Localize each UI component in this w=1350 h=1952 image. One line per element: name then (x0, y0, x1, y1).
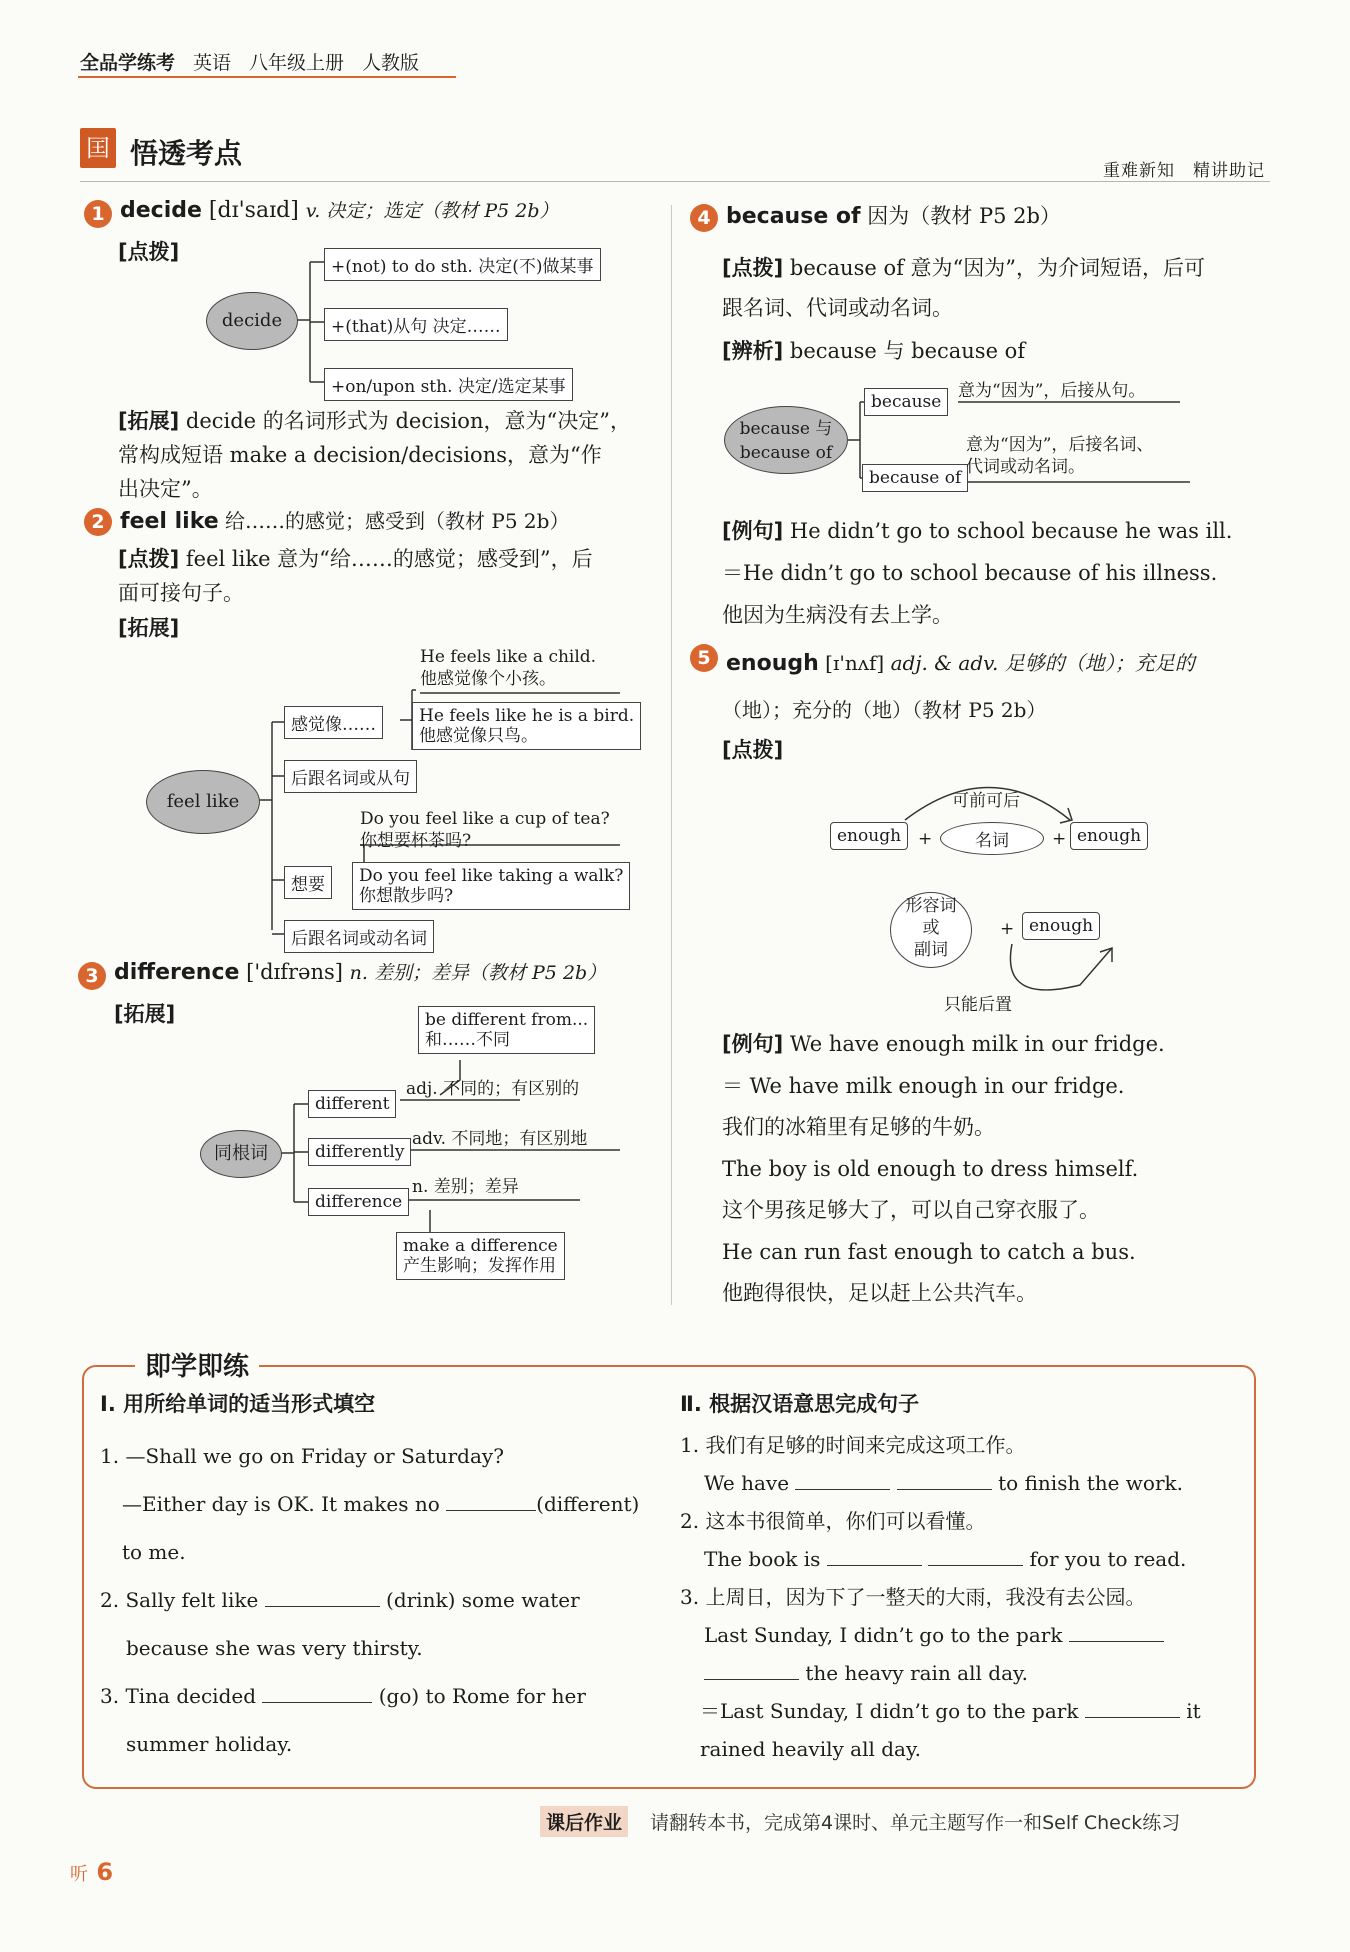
practice-part-1 (100, 1388, 660, 1768)
example-line: 他因为生病没有去上学。 (722, 603, 953, 627)
item3-word: difference (114, 960, 240, 985)
item2-branch-feel-like: 感觉像…… (284, 706, 383, 739)
callout-zh: 产生影响；发挥作用 (403, 1256, 556, 1276)
q1-line-b (100, 1480, 660, 1528)
item5-noun-node: 名词 (940, 822, 1044, 855)
item5-plus-3: + (1000, 919, 1015, 939)
example-line: 这个男孩足够大了，可以自己穿衣服了。 (722, 1198, 1100, 1222)
example-line: 我们的冰箱里有足够的牛奶。 (722, 1115, 995, 1139)
item5-heading (722, 640, 1271, 733)
item4-heading (726, 200, 1061, 230)
item3-ext-tag: [拓展] (114, 1002, 176, 1026)
s3-blank-2[interactable] (704, 1679, 799, 1680)
item3-phonetic: ['dɪfrəns] (246, 960, 343, 984)
item5-number: 5 (690, 644, 718, 672)
center-line: because 与 (739, 419, 833, 439)
item5-enough-right: enough (1070, 822, 1148, 850)
item2-center-node: feel like (146, 770, 260, 834)
item3-number: 3 (78, 962, 106, 990)
item4-branch-because: because (864, 388, 948, 416)
item2-example-4 (352, 862, 630, 910)
practice-title: 即学即练 (135, 1346, 259, 1383)
item5-tip-tag: [点拨] (722, 738, 784, 762)
q3-hint: (go) to Rome for her (378, 1684, 586, 1708)
item5-enough-left: enough (830, 822, 908, 850)
item2-definition: 给……的感觉；感受到（教材 P5 2b） (225, 509, 570, 533)
item3-center-node: 同根词 (200, 1130, 282, 1178)
item4-branch-because-desc: 意为“因为”，后接从句。 (958, 381, 1146, 401)
homework-tag: 课后作业 (540, 1806, 628, 1837)
item5-plus-2: + (1052, 829, 1067, 849)
s2-blank-1[interactable] (827, 1565, 922, 1566)
header-subject: 英语 (193, 52, 232, 74)
item1-branch-1: +(not) to do sth. 决定(不)做某事 (324, 248, 601, 281)
q1-blank[interactable] (446, 1510, 536, 1511)
q2-hint: (drink) some water (386, 1588, 580, 1612)
s2-en (680, 1540, 1240, 1578)
item3-root-differently-def: adv. 不同地；有区别地 (412, 1129, 588, 1149)
item4-tip (722, 248, 1267, 328)
header-title: 全品学练考 (80, 52, 176, 74)
item1-phonetic: [dɪ'saɪd] (208, 198, 299, 223)
callout-zh: 和……不同 (425, 1030, 510, 1050)
s3-text-c: ＝Last Sunday, I didn’t go to the park (700, 1699, 1079, 1723)
s1-en (680, 1464, 1240, 1502)
item3-root-differently: differently (308, 1138, 411, 1166)
item2-example-1 (420, 646, 596, 690)
item4-branch-because-of: because of (862, 464, 968, 492)
s2-text: The book is (704, 1547, 821, 1571)
item2-ext-tag: [拓展] (118, 616, 180, 640)
item5-word: enough (726, 651, 819, 676)
example-line: We have enough milk in our fridge. (789, 1032, 1165, 1056)
item4-center-node (724, 406, 848, 474)
item3-callout-top (418, 1006, 595, 1054)
item3-root-difference-def: n. 差别；差异 (412, 1177, 519, 1197)
item5-example-tag: [例句] (722, 1032, 784, 1056)
item5-plus-1: + (918, 829, 933, 849)
s3-en-a (680, 1616, 1240, 1654)
part2-title: Ⅱ. 根据汉语意思完成句子 (680, 1392, 920, 1416)
item1-ext-tag: [拓展] (118, 409, 180, 433)
example-zh: 他感觉像只鸟。 (419, 726, 538, 746)
example-en: He feels like a child. (420, 647, 597, 667)
q3-blank[interactable] (262, 1702, 372, 1703)
example-line: ＝He didn’t go to school because of his illness. (722, 561, 1218, 585)
callout-en: be different from... (425, 1010, 589, 1030)
q1-line-c: to me. (122, 1540, 186, 1564)
item3-heading (114, 958, 606, 985)
item4-tip-line: because of 意为“因为”，为介词短语，后可 (789, 256, 1206, 280)
item4-analysis-text: because 与 because of (789, 339, 1026, 363)
s3-blank-1[interactable] (1069, 1641, 1164, 1642)
item5-enough-after: enough (1022, 912, 1100, 940)
item4-example-tag: [例句] (722, 519, 784, 543)
q1-line-a: 1. —Shall we go on Friday or Saturday? (100, 1444, 504, 1468)
s3-blank-3[interactable] (1085, 1717, 1180, 1718)
item4-definition: 因为（教材 P5 2b） (867, 204, 1061, 228)
item1-tip-tag: [点拨] (118, 240, 180, 264)
s1-blank-1[interactable] (795, 1489, 890, 1490)
item5-examples (722, 1024, 1165, 1315)
example-line: ＝ We have milk enough in our fridge. (722, 1073, 1125, 1098)
item2-example-2 (412, 702, 641, 750)
item1-center-node: decide (206, 292, 298, 350)
item3-root-difference: difference (308, 1188, 409, 1216)
page-number (70, 1858, 113, 1886)
s3-text-b: the heavy rain all day. (805, 1661, 1028, 1685)
node-line: 或 (922, 918, 940, 938)
item4-tip-line: 跟名词、代词或动名词。 (722, 296, 953, 320)
item5-definition-1: adj. & adv. 足够的（地）；充足的 (890, 651, 1195, 675)
item2-word: feel like (120, 509, 219, 534)
s2-text-end: for you to read. (1029, 1547, 1187, 1571)
s3-en-c (680, 1692, 1240, 1730)
s1-zh: 1. 我们有足够的时间来完成这项工作。 (680, 1433, 1026, 1457)
example-line: The boy is old enough to dress himself. (722, 1156, 1139, 1181)
item2-example-3 (360, 808, 610, 852)
s3-text: Last Sunday, I didn’t go to the park (704, 1623, 1063, 1647)
s3-text-it: it (1186, 1699, 1201, 1723)
item4-branch-because-of-desc (966, 434, 1153, 478)
item1-heading (120, 196, 559, 223)
item1-ext-line: 常构成短语 make a decision/decisions，意为“作 (118, 443, 602, 467)
example-en: He feels like he is a bird. (419, 706, 635, 726)
item4-analysis (722, 334, 1025, 368)
item1-branch-3: +on/upon sth. 决定/选定某事 (324, 368, 573, 401)
item1-definition: v. 决定；选定（教材 P5 2b） (305, 200, 559, 222)
example-line: He can run fast enough to catch a bus. (722, 1239, 1136, 1264)
item4-tip-tag: [点拨] (722, 256, 784, 280)
part1-title: Ⅰ. 用所给单词的适当形式填空 (100, 1392, 376, 1416)
item1-ext-line: 出决定”。 (118, 477, 213, 501)
item1-word: decide (120, 198, 202, 223)
q2-line-a (100, 1576, 660, 1624)
item5-phonetic: [ɪ'nʌf] (825, 651, 885, 675)
header-edition: 人教版 (362, 52, 420, 74)
s1-text: We have (704, 1471, 790, 1495)
item2-heading (120, 505, 569, 534)
q2-text: 2. Sally felt like (100, 1588, 259, 1612)
item4-number: 4 (690, 204, 718, 232)
item1-number: 1 (84, 200, 112, 228)
item3-definition: n. 差别；差异（教材 P5 2b） (349, 962, 607, 984)
item2-tip-tag: [点拨] (118, 547, 180, 571)
example-en: Do you feel like taking a walk? (359, 866, 624, 886)
q2-line-b: because she was very thirsty. (126, 1636, 423, 1660)
item3-root-different: different (308, 1090, 396, 1118)
item2-number: 2 (84, 508, 112, 536)
callout-en: make a difference (403, 1236, 558, 1256)
q3-line-b: summer holiday. (126, 1732, 293, 1756)
example-line: 他跑得很快，足以赶上公共汽车。 (722, 1281, 1037, 1305)
item5-definition-2: （地）；充分的（地）（教材 P5 2b） (722, 698, 1047, 722)
item1-ext-line: decide 的名词形式为 decision，意为“决定”， (185, 409, 631, 433)
s1-text-end: to finish the work. (998, 1471, 1184, 1495)
s3-en-b (680, 1654, 1240, 1692)
item4-word: because of (726, 204, 861, 229)
q1-text: —Either day is OK. It makes no (122, 1492, 440, 1516)
node-line: 形容词 (905, 896, 957, 916)
homework-text: 请翻转本书，完成第4课时、单元主题写作一和Self Check练习 (650, 1812, 1181, 1834)
q3-text: 3. Tina decided (100, 1684, 257, 1708)
item2-branch-note-1: 后跟名词或从句 (284, 760, 417, 793)
s3-zh: 3. 上周日，因为下了一整天的大雨，我没有去公园。 (680, 1585, 1146, 1609)
item4-analysis-tag: [辨析] (722, 339, 784, 363)
example-zh: 你想要杯茶吗? (360, 831, 472, 851)
item5-arc-bottom-label: 只能后置 (944, 995, 1012, 1015)
section-icon: 囯 (80, 128, 116, 168)
example-en: Do you feel like a cup of tea? (360, 809, 610, 829)
s2-blank-2[interactable] (928, 1565, 1023, 1566)
item1-branch-2: +(that)从句 决定…… (324, 308, 508, 341)
item2-tip (118, 542, 658, 610)
s3-en-d: rained heavily all day. (700, 1737, 921, 1761)
item2-tip-line: 面可接句子。 (118, 581, 244, 605)
item5-adj-adv-node (890, 892, 972, 968)
item2-branch-note-2: 后跟名词或动名词 (284, 920, 434, 953)
q3-line-a (100, 1672, 660, 1720)
item2-branch-want: 想要 (284, 866, 332, 899)
item1-extension (118, 404, 658, 506)
example-line: He didn’t go to school because he was ill. (789, 519, 1233, 543)
section-subtitle: 重难新知 精讲助记 (1103, 161, 1265, 181)
q2-blank[interactable] (265, 1606, 380, 1607)
item4-examples (722, 510, 1232, 636)
practice-part-2 (680, 1388, 1240, 1768)
item3-callout-bottom (396, 1232, 565, 1280)
item5-arc-top-label: 可前可后 (952, 791, 1020, 811)
desc-line: 意为“因为”，后接名词、 (966, 435, 1154, 455)
section-title: 悟透考点 (130, 137, 243, 170)
page-prefix: 听 (70, 1864, 88, 1885)
center-line: because of (739, 443, 833, 463)
desc-line: 代词或动名词。 (966, 457, 1085, 477)
s2-zh: 2. 这本书很简单，你们可以看懂。 (680, 1509, 986, 1533)
page-num: 6 (96, 1858, 114, 1886)
q1-hint: (different) (536, 1492, 640, 1516)
node-line: 副词 (914, 940, 948, 960)
example-zh: 他感觉像个小孩。 (420, 669, 556, 689)
item3-root-different-def: adj. 不同的；有区别的 (406, 1079, 580, 1099)
example-zh: 你想散步吗? (359, 886, 454, 906)
header-grade: 八年级上册 (249, 52, 345, 74)
item2-tip-line: feel like 意为“给……的感觉；感受到”，后 (185, 547, 593, 571)
s1-blank-2[interactable] (897, 1489, 992, 1490)
